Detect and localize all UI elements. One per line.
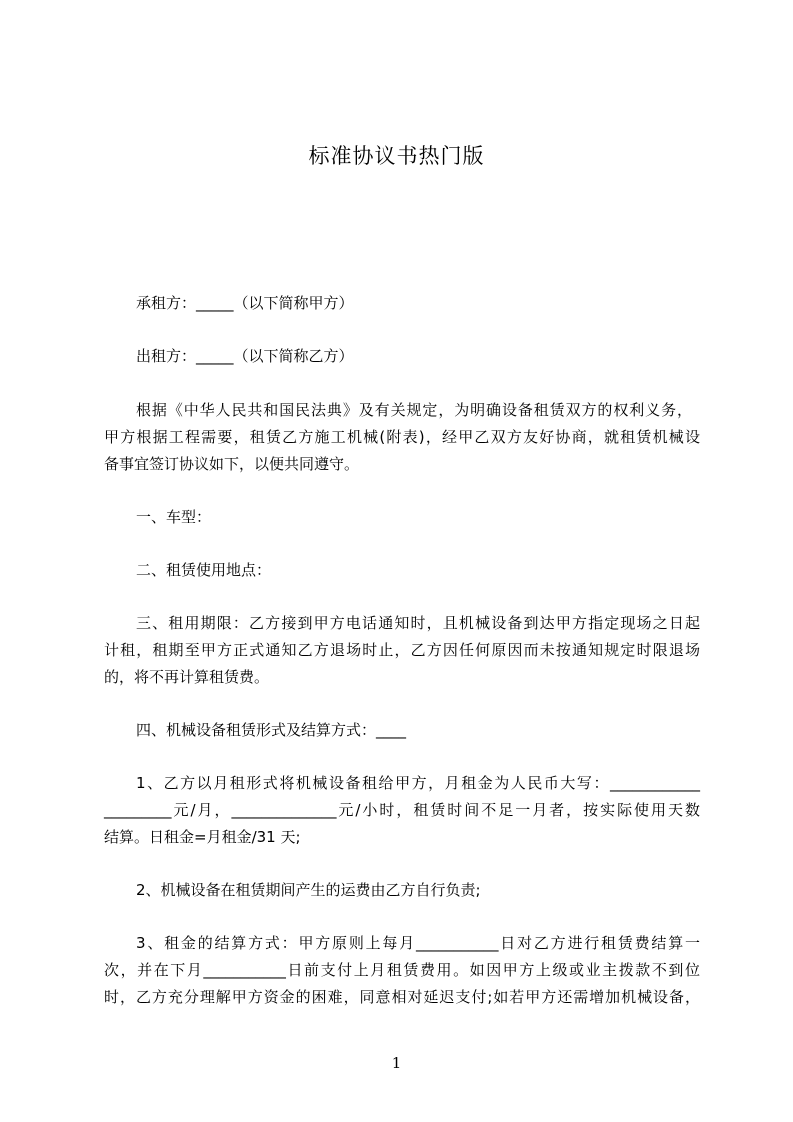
preamble-line-3: 备事宜签订协议如下，以便共同遵守。 [104,455,360,473]
clause-2-line: 2、机械设备在租赁期间产生的运费由乙方自行负责; [136,881,481,899]
section-term-line-3: 的，将不再计算租赁费。 [104,668,270,686]
lessee-line: 承租方：_____（以下简称甲方） [136,294,354,312]
section-location: 二、租赁使用地点： [136,561,272,579]
preamble-line-1: 根据《中华人民共和国民法典》及有关规定，为明确设备租赁双方的权利义务， [136,401,692,419]
clause-3-line-2: 次，并在下月___________日前支付上月租赁费用。如因甲方上级或业主拨款不到位 [104,961,700,979]
document-title: 标准协议书热门版 [308,144,485,168]
clause-3-line-1: 3、租金的结算方式：甲方原则上每月___________日对乙方进行租赁费结算一 [136,934,700,952]
section-settlement-heading: 四、机械设备租赁形式及结算方式：____ [136,721,407,739]
preamble-line-2: 甲方根据工程需要，租赁乙方施工机械(附表)，经甲乙双方友好协商，就租赁机械设 [104,428,700,446]
section-vehicle-type: 一、车型： [136,508,212,526]
section-term-line-1: 三、租用期限：乙方接到甲方电话通知时，且机械设备到达甲方指定现场之日起 [136,614,700,632]
lessor-line: 出租方：_____（以下简称乙方） [136,347,354,365]
page-number: 1 [391,1054,402,1072]
clause-1-line-1: 1、乙方以月租形式将机械设备租给甲方，月租金为人民币大写：____________ [136,774,700,792]
clause-1-line-2: _________元/月，______________元/小时，租赁时间不足一月者，按实际使用天数 [104,801,700,819]
section-term-line-2: 计租，租期至甲方正式通知乙方退场时止，乙方因任何原因而未按通知规定时限退场 [104,641,700,659]
clause-3-line-3: 时，乙方充分理解甲方资金的困难，同意相对延迟支付;如若甲方还需增加机械设备， [104,988,700,1006]
clause-1-line-3: 结算。日租金=月租金/31 天; [104,828,301,846]
